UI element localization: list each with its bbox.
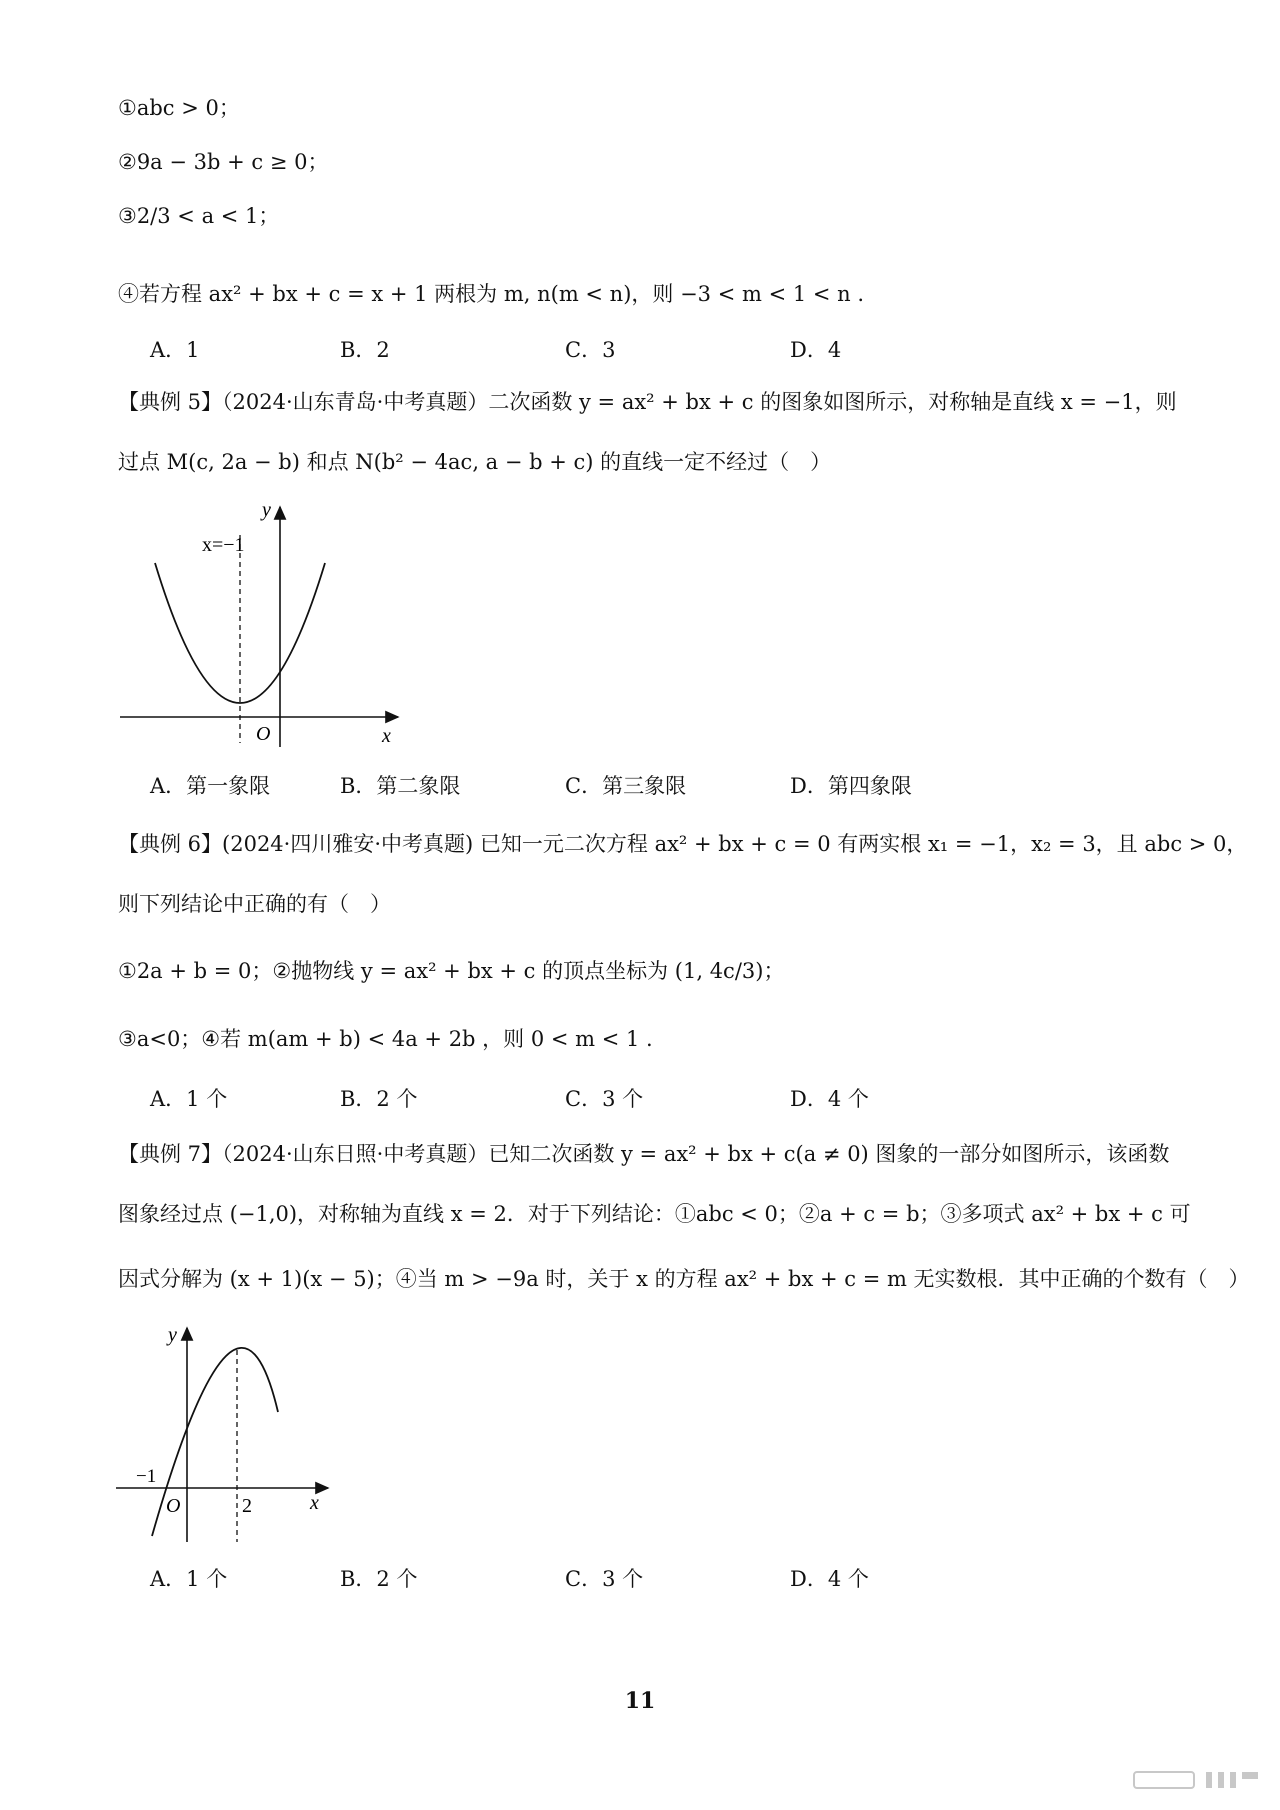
bar-icon — [1230, 1772, 1236, 1788]
statement-2: ②9a − 3b + c ≥ 0； — [118, 150, 329, 174]
option-d[interactable]: D．4 个 — [790, 1567, 869, 1591]
toolbar-icons — [1132, 1770, 1262, 1790]
option-c[interactable]: C．第三象限 — [565, 774, 687, 798]
origin-label: O — [166, 1495, 181, 1517]
option-a[interactable]: A．第一象限 — [150, 774, 271, 798]
neg-one-label: −1 — [136, 1466, 157, 1487]
q5-parabola-figure — [110, 495, 410, 750]
q6-stem-line1: 【典例 6】(2024·四川雅安·中考真题) 已知一元二次方程 ax² + bx + c = 0 有两实根 x₁ = −1，x₂ = 3，且 abc > 0， — [118, 832, 1248, 856]
option-b[interactable]: B．2 个 — [340, 1567, 418, 1591]
option-b[interactable]: B．第二象限 — [340, 774, 461, 798]
q7-parabola-figure — [110, 1320, 340, 1550]
symmetry-axis-label: x=−1 — [202, 534, 245, 556]
two-label: 2 — [242, 1495, 252, 1517]
option-a[interactable]: A．1 个 — [150, 1567, 228, 1591]
y-axis-label: y — [262, 499, 271, 521]
x-axis-label: x — [382, 725, 391, 747]
x-axis-label: x — [310, 1492, 319, 1514]
q7-stem-line1: 【典例 7】（2024·山东日照·中考真题）已知二次函数 y = ax² + bx + c(a ≠ 0) 图象的一部分如图所示，该函数 — [118, 1142, 1170, 1166]
statement-1: ①abc > 0； — [118, 96, 240, 120]
option-d[interactable]: D．4 个 — [790, 1087, 869, 1111]
option-d[interactable]: D．第四象限 — [790, 774, 912, 798]
q6-stem-line2: 则下列结论中正确的有（ ） — [118, 892, 391, 916]
option-d[interactable]: D．4 — [790, 338, 842, 362]
statement-4: ④若方程 ax² + bx + c = x + 1 两根为 m, n(m < n)，则 −3 < m < 1 < n . — [118, 282, 865, 306]
q5-stem-line1: 【典例 5】（2024·山东青岛·中考真题）二次函数 y = ax² + bx + c 的图象如图所示，对称轴是直线 x = −1，则 — [118, 390, 1177, 414]
bar-icon — [1218, 1772, 1224, 1788]
origin-label: O — [256, 723, 271, 745]
option-b[interactable]: B．2 — [340, 338, 390, 362]
flag-icon — [1242, 1772, 1258, 1779]
q5-stem-line2: 过点 M(c, 2a − b) 和点 N(b² − 4ac, a − b + c) 的直线一定不经过（ ） — [118, 450, 832, 474]
q7-stem-line2: 图象经过点 (−1,0)，对称轴为直线 x = 2．对于下列结论：①abc < 0；②a + c = b；③多项式 ax² + bx + c 可 — [118, 1202, 1191, 1226]
option-c[interactable]: C．3 — [565, 338, 616, 362]
bar-icon — [1206, 1772, 1212, 1788]
option-b[interactable]: B．2 个 — [340, 1087, 418, 1111]
panel-icon — [1134, 1772, 1194, 1788]
option-c[interactable]: C．3 个 — [565, 1567, 644, 1591]
y-axis-label: y — [168, 1324, 177, 1346]
q6-statements-1-2: ①2a + b = 0；②抛物线 y = ax² + bx + c 的顶点坐标为 (1, 4c/3)； — [118, 959, 785, 983]
q6-statements-3-4: ③a<0；④若 m(am + b) < 4a + 2b ，则 0 < m < 1 . — [118, 1027, 653, 1051]
option-c[interactable]: C．3 个 — [565, 1087, 644, 1111]
statement-3: ③2/3 < a < 1； — [118, 204, 280, 228]
option-a[interactable]: A．1 — [150, 338, 200, 362]
option-a[interactable]: A．1 个 — [150, 1087, 228, 1111]
page-number: 11 — [624, 1688, 656, 1714]
q7-stem-line3: 因式分解为 (x + 1)(x − 5)；④当 m > −9a 时，关于 x 的方程 ax² + bx + c = m 无实数根．其中正确的个数有（ ） — [118, 1267, 1250, 1291]
